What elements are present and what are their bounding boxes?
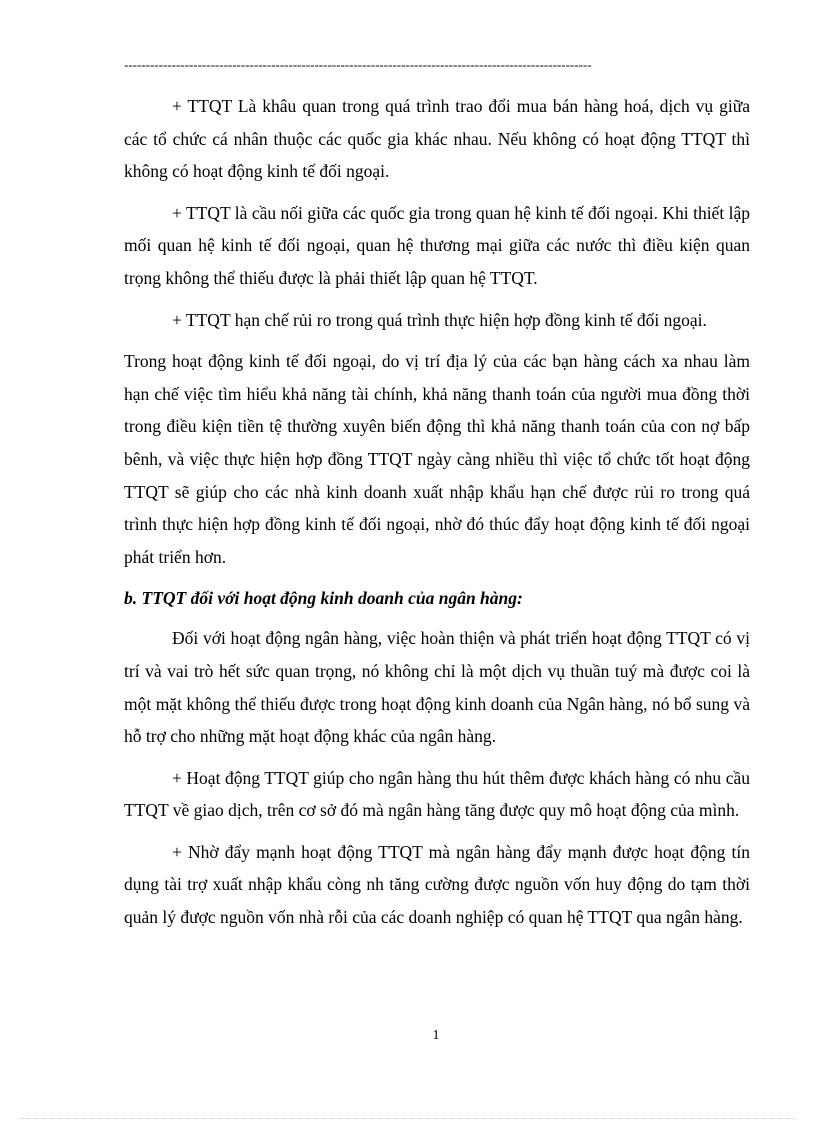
body-text <box>124 90 750 943</box>
paragraph-attract-customers: + Hoạt động TTQT giúp cho ngân hàng thu hút thêm được khách hàng có nhu cầu TTQT về giao dịch, trên cơ sở đó mà ngân hàng tăng được quy mô hoạt động của mình. <box>124 767 750 821</box>
paragraph-ttqt-role: + TTQT Là khâu quan trong quá trình trao đổi mua bán hàng hoá, dịch vụ giữa các tổ chức cá nhân thuộc các quốc gia khác nhau. Nếu không có hoạt động TTQT thì không có hoạt động kinh tế đối ngoại. <box>124 96 750 182</box>
paragraph-foreign-economic: Trong hoạt động kinh tế đối ngoại, do vị trí địa lý của các bạn hàng cách xa nhau làm hạn chế việc tìm hiểu khả năng tài chính, khả năng thanh toán của người mua đồng thời trong điều kiện tiền tệ thường xuyên biến động thì khả năng thanh toán của con nợ bấp bênh, và việc thực hiện hợp đồng TTQT ngày càng nhiều thì việc tổ chức tốt hoạt động TTQT sẽ giúp cho các nhà kinh doanh xuất nhập khẩu hạn chế được rủi ro trong quá trình thực hiện hợp đồng kinh tế đối ngoại, nhờ đó thúc đẩy hoạt động kinh tế đối ngoại phát triển hơn. <box>124 351 750 567</box>
page-bottom-border <box>20 1118 796 1119</box>
paragraph-bank-activity: Đối với hoạt động ngân hàng, việc hoàn thiện và phát triển hoạt động TTQT có vị trí và vai trò hết sức quan trọng, nó không chỉ là một dịch vụ thuần tuý mà được coi là một mặt không thể thiếu được trong hoạt động kinh doanh của Ngân hàng, nó bổ sung và hỗ trợ cho những mặt hoạt động khác của ngân hàng. <box>124 628 750 747</box>
header-dash-rule: ------------------------------------------------------------------------------------------------------------ <box>124 58 592 72</box>
paragraph-ttqt-risk: + TTQT hạn chế rủi ro trong quá trình thực hiện hợp đồng kinh tế đối ngoại. <box>172 309 707 330</box>
paragraph-ttqt-bridge: + TTQT là cầu nối giữa các quốc gia trong quan hệ kinh tế đối ngoại. Khi thiết lập mối quan hệ kinh tế đối ngoại, quan hệ thương mại giữa các nước thì điều kiện quan trọng không thể thiếu được là phải thiết lập quan hệ TTQT. <box>124 202 750 288</box>
paragraph-credit-funding: + Nhờ đẩy mạnh hoạt động TTQT mà ngân hàng đẩy mạnh được hoạt động tín dụng tài trợ xuất nhập khẩu còng nh tăng cường được nguồn vốn huy động do tạm thời quản lý được nguồn vốn nhà rỗi của các doanh nghiệp có quan hệ TTQT qua ngân hàng. <box>124 841 750 928</box>
page-number: 1 <box>432 1028 440 1043</box>
section-heading: b. TTQT đối với hoạt động kinh doanh của ngân hàng: <box>124 588 523 609</box>
